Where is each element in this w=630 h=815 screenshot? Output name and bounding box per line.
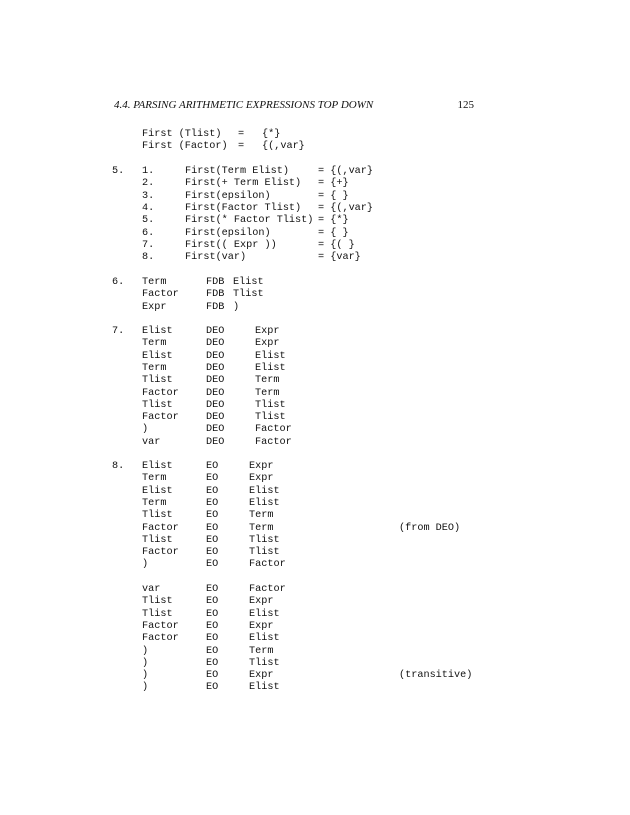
relation-right: Expr [249,596,274,608]
first-result: = {(,var} [318,202,374,214]
rule-number: 2. [142,178,155,190]
relation-right: Tlist [233,289,264,301]
relation-left: ) [142,559,149,571]
relation-right: Term [249,510,274,522]
relation-left: Term [142,362,167,374]
relation-right: Expr [249,620,274,632]
rule-number: 7. [142,239,155,251]
relation-left: Term [142,497,167,509]
relation-note: (from DEO) [399,522,461,534]
relation-right: Term [249,645,274,657]
running-header [114,99,474,113]
relation-left: Tlist [142,399,173,411]
relation-right: Factor [255,424,292,436]
relation-name: DEO [206,362,225,374]
relation-name: EO [206,534,219,546]
relation-left: Elist [142,485,173,497]
relation-name: FDB [206,277,225,288]
relation-name: EO [206,461,219,472]
relation-name: DEO [206,338,225,350]
relation-left: Factor [142,289,179,301]
header-title: 4.4. PARSING ARITHMETIC EXPRESSIONS TOP DOWN [114,99,374,111]
first-set-rhs: {*} [262,129,281,140]
relation-name: DEO [206,350,225,362]
relation-name: EO [206,596,219,608]
first-result: = {*} [318,215,349,227]
relation-name: EO [206,584,219,595]
relation-left: Term [142,277,167,288]
relation-left: ) [142,424,149,436]
relation-name: EO [206,670,219,682]
relation-name: EO [206,682,219,694]
rule-number: 3. [142,190,155,202]
relation-left: Tlist [142,534,173,546]
rule-number: 1. [142,166,155,177]
relation-right: Expr [255,326,280,337]
relation-name: DEO [206,326,225,337]
step-6-label: 6. [112,277,125,288]
first-expression: First(( Expr )) [185,239,277,251]
relation-left: Elist [142,461,173,472]
relation-left: Factor [142,620,179,632]
page-number: 125 [457,99,474,111]
relation-right: Tlist [249,547,280,559]
relation-left: Factor [142,387,179,399]
first-expression: First(Factor Tlist) [185,202,302,214]
step-7-label: 7. [112,326,125,337]
relation-left: Elist [142,326,173,337]
relation-right: Term [249,522,274,534]
first-result: = {var} [318,252,361,264]
relation-right: Tlist [249,534,280,546]
relation-name: EO [206,608,219,620]
relation-right: Factor [249,584,286,595]
relation-right: Elist [249,485,280,497]
first-expression: First(epsilon) [185,190,271,202]
relation-left: Factor [142,522,179,534]
relation-name: FDB [206,289,225,301]
first-result: = {+} [318,178,349,190]
relation-name: EO [206,645,219,657]
relation-left: Factor [142,633,179,645]
first-result: = {( } [318,239,355,251]
relation-name: EO [206,497,219,509]
first-expression: First(epsilon) [185,227,271,239]
first-result: = { } [318,227,349,239]
first-expression: First(Term Elist) [185,166,289,177]
relation-left: Tlist [142,608,173,620]
relation-name: EO [206,657,219,669]
relation-name: DEO [206,375,225,387]
relation-name: DEO [206,412,225,424]
relation-right: Elist [255,350,286,362]
relation-name: DEO [206,387,225,399]
rule-number: 4. [142,202,155,214]
relation-right: Elist [249,497,280,509]
relation-name: FDB [206,301,225,313]
relation-right: Tlist [255,412,286,424]
first-expression: First(+ Term Elist) [185,178,302,190]
first-set-lhs: First (Tlist) [142,129,222,140]
relation-right: Elist [255,362,286,374]
first-set-rhs: {(,var} [262,141,305,153]
relation-right: Elist [233,277,264,288]
relation-name: DEO [206,424,225,436]
relation-right: ) [233,301,240,313]
relation-left: var [142,436,161,448]
relation-right: Term [255,387,280,399]
first-result: = { } [318,190,349,202]
relation-left: Term [142,473,167,485]
relation-left: Tlist [142,510,173,522]
first-set-eq: = [238,141,245,153]
first-expression: First(var) [185,252,247,264]
relation-right: Elist [249,633,280,645]
relation-right: Elist [249,682,280,694]
relation-right: Factor [255,436,292,448]
relation-name: EO [206,620,219,632]
relation-name: EO [206,559,219,571]
relation-right: Tlist [249,657,280,669]
relation-right: Expr [249,670,274,682]
relation-right: Term [255,375,280,387]
step-5-label: 5. [112,166,125,177]
relation-left: Tlist [142,596,173,608]
relation-right: Factor [249,559,286,571]
relation-right: Expr [249,473,274,485]
rule-number: 5. [142,215,155,227]
relation-right: Expr [249,461,274,472]
rule-number: 6. [142,227,155,239]
first-set-lhs: First (Factor) [142,141,228,153]
relation-name: EO [206,510,219,522]
relation-name: EO [206,473,219,485]
relation-left: ) [142,657,149,669]
relation-left: Elist [142,350,173,362]
relation-name: EO [206,485,219,497]
relation-name: DEO [206,436,225,448]
relation-left: ) [142,645,149,657]
relation-left: var [142,584,161,595]
relation-name: EO [206,522,219,534]
relation-left: Term [142,338,167,350]
relation-left: Factor [142,547,179,559]
relation-name: EO [206,547,219,559]
first-expression: First(* Factor Tlist) [185,215,314,227]
relation-left: ) [142,682,149,694]
relation-name: EO [206,633,219,645]
relation-right: Elist [249,608,280,620]
relation-left: Expr [142,301,167,313]
relation-right: Tlist [255,399,286,411]
relation-note: (transitive) [399,670,473,682]
first-set-eq: = [238,129,245,140]
relation-left: ) [142,670,149,682]
relation-name: DEO [206,399,225,411]
step-8-label: 8. [112,461,125,472]
relation-left: Factor [142,412,179,424]
rule-number: 8. [142,252,155,264]
first-result: = {(,var} [318,166,374,177]
relation-right: Expr [255,338,280,350]
relation-left: Tlist [142,375,173,387]
